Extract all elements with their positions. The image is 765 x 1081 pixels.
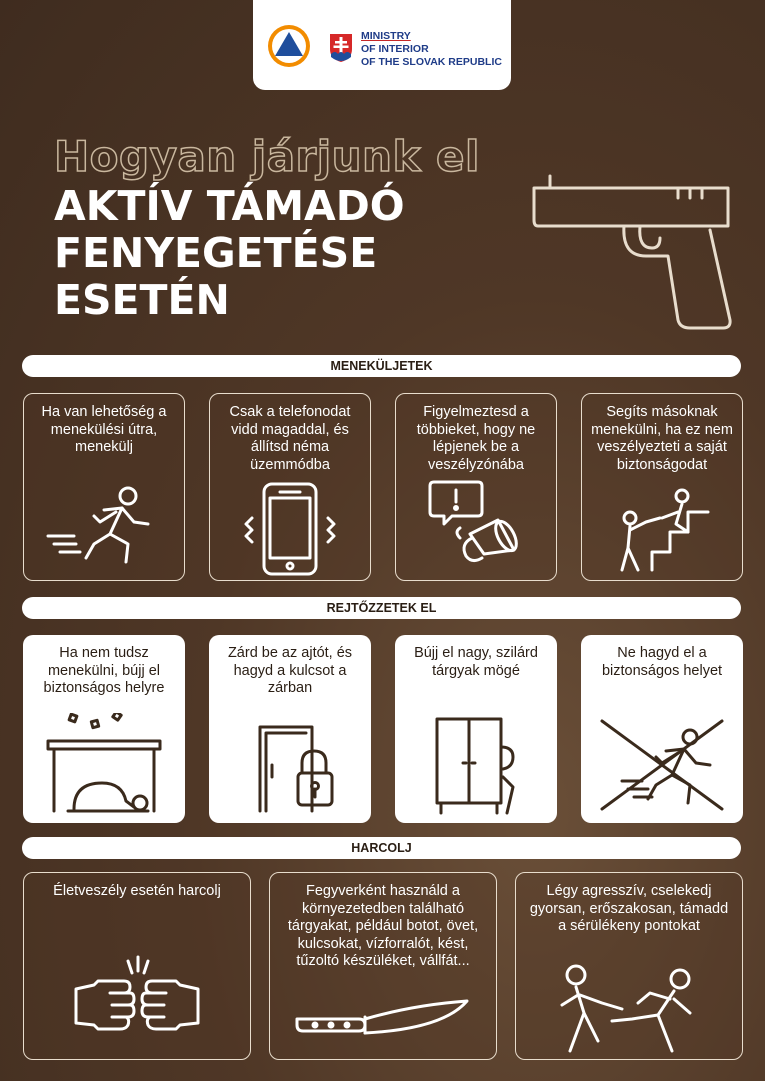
section-bar-hide: REJTŐZZETEK EL <box>22 597 741 619</box>
card-text: Bújj el nagy, szilárd tárgyak mögé <box>414 645 538 679</box>
helping-climb-icon <box>612 488 712 573</box>
ministry-name <box>361 30 502 69</box>
hiding-under-table-icon <box>44 713 164 815</box>
card-hide-4 <box>581 635 743 823</box>
card-text: Ha nem tudsz menekülni, bújj el biztonságos helyre <box>43 645 165 696</box>
vibrating-phone-icon <box>240 482 340 577</box>
card-text: Figyelmeztesd a többieket, hogy ne lépjenek be a veszélyzónába <box>416 404 536 473</box>
fighting-people-icon <box>554 963 704 1055</box>
ministry-line1: MINISTRY <box>361 30 411 42</box>
card-text: Ha van lehetőség a menekülési útra, menekülj <box>41 404 167 455</box>
card-hide-2 <box>209 635 371 823</box>
ministry-line3: OF THE SLOVAK REPUBLIC <box>361 56 502 68</box>
title-line3: ESETÉN <box>54 276 230 324</box>
section-bar-fight: HARCOLJ <box>22 837 741 859</box>
card-text: Csak a telefonodat vidd magaddal, és állítsd néma üzemmódba <box>229 404 351 473</box>
card-hide-1 <box>23 635 185 823</box>
running-person-icon <box>44 486 164 566</box>
card-text: Légy agresszív, cselekedj gyorsan, erőszakosan, támadd a sérülékeny pontokat <box>529 883 729 934</box>
card-fight-2 <box>269 872 497 1060</box>
fist-bump-icon <box>72 953 202 1043</box>
card-run-1 <box>23 393 185 581</box>
card-run-4 <box>581 393 743 581</box>
no-running-icon <box>592 715 732 815</box>
card-fight-3 <box>515 872 743 1060</box>
civil-protection-logo-icon <box>267 24 311 68</box>
card-text: Ne hagyd el a biztonságos helyet <box>601 645 723 679</box>
card-text: Életveszély esetén harcolj <box>53 883 221 899</box>
knife-icon <box>293 997 473 1047</box>
card-text: Fegyverként használd a környezetedben található tárgyakat, például botot, övet, kulcsokat, vízforralót, kést, tűzoltó készüléket, vállfát... <box>287 883 479 969</box>
slovak-crest-icon <box>329 33 353 63</box>
card-run-3 <box>395 393 557 581</box>
section-bar-run: MENEKÜLJETEK <box>22 355 741 377</box>
card-text: Segíts másoknak menekülni, ha ez nem veszélyezteti a saját biztonságodat <box>591 404 733 473</box>
card-run-2 <box>209 393 371 581</box>
ministry-line2: OF INTERIOR <box>361 43 429 55</box>
card-fight-1 <box>23 872 251 1060</box>
megaphone-warning-icon <box>426 478 526 568</box>
card-text: Zárd be az ajtót, és hagyd a kulcsot a zárban <box>227 645 353 696</box>
title-line2: FENYEGETÉSE <box>54 229 378 277</box>
hiding-behind-wardrobe-icon <box>431 717 521 817</box>
logo-header <box>253 0 511 90</box>
locked-door-icon <box>240 721 340 813</box>
card-hide-3 <box>395 635 557 823</box>
handgun-icon <box>528 170 738 330</box>
title-outline-line: Hogyan járjunk el <box>54 132 480 181</box>
title-line1: AKTÍV TÁMADÓ <box>54 182 405 230</box>
page-title <box>54 183 405 324</box>
